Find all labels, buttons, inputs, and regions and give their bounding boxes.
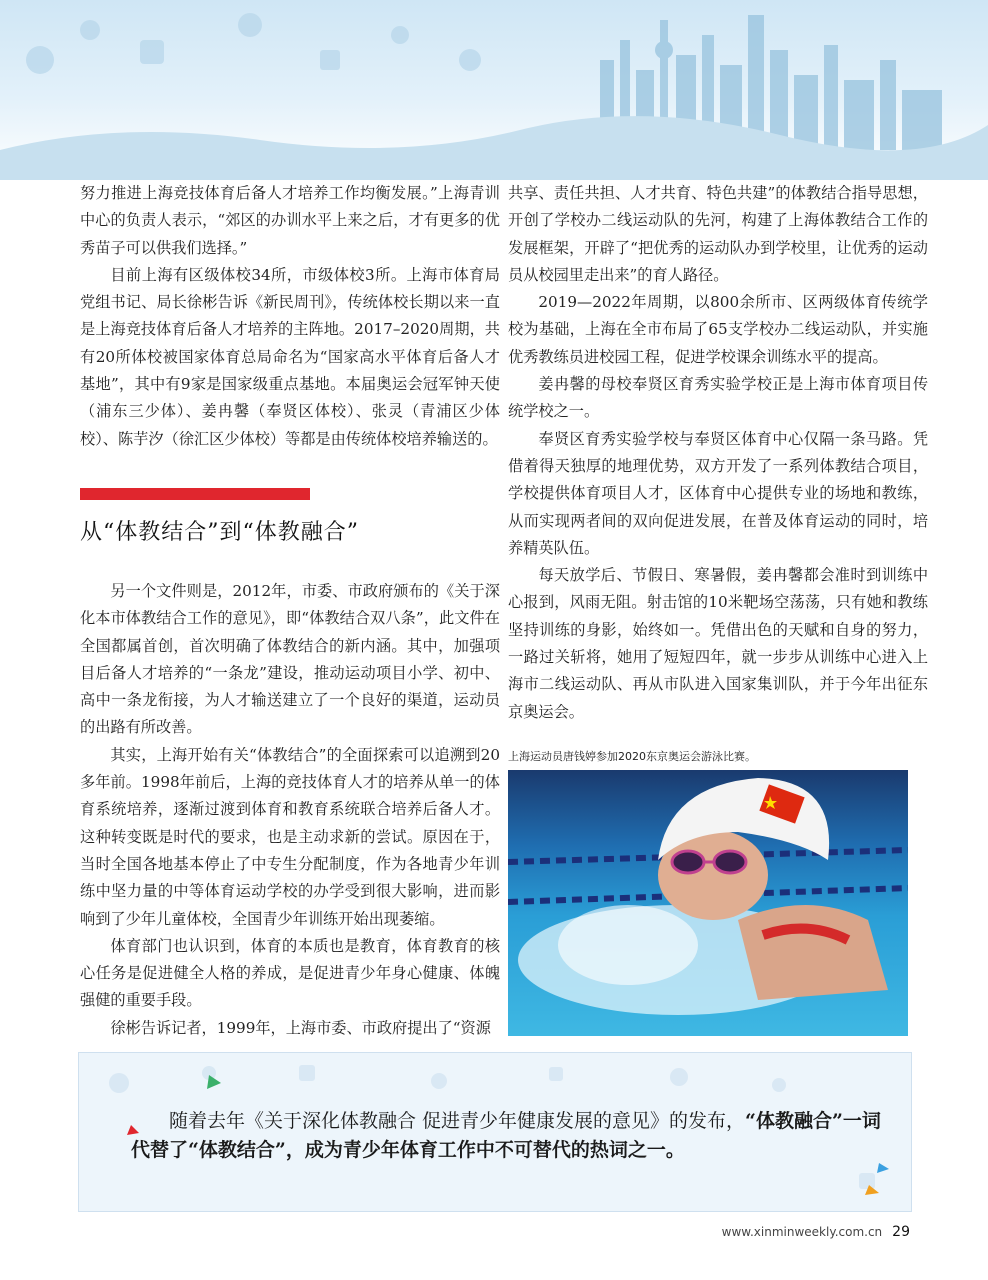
photo-caption: 上海运动员唐钱婷参加2020东京奥运会游泳比赛。 (508, 749, 756, 763)
header-banner (0, 0, 988, 180)
pull-quote-box (78, 1052, 912, 1212)
paragraph: 体育部门也认识到，体育的本质也是教育，体育教育的核心任务是促进健全人格的养成，是促进青少年身心健康、体魄强健的重要手段。 (80, 936, 500, 1010)
pull-quote-text (131, 1107, 891, 1165)
paragraph: 2019—2022年周期，以800余所市、区两级体育传统学校为基础，上海在全市布局了65支学校办二线运动队，并实施优秀教练员进校园工程，促进学校课余训练水平的提高。 (508, 293, 928, 366)
paragraph: 目前上海有区级体校34所，市级体校3所。上海市体育局党组书记、局长徐彬告诉《新民周刊》，传统体校长期以来一直是上海竞技体育后备人才培养的主阵地。2017–2020周期，共有20所体校被国家体育总局命名为“国家高水平体育后备人才基地”，其中有9家是国家级重点基地。本届奥运会冠军钟天使（浦东三少体）、姜冉馨（奉贤区体校）、张灵（青浦区少体校）、陈芋汐（徐汇区少体校）等都是由传统体校培养输送的。 (80, 265, 500, 448)
swimmer-photo (508, 770, 908, 1036)
footer-url: www.xinminweekly.com.cn (721, 1225, 883, 1239)
paragraph: 其实，上海开始有关“体教结合”的全面探索可以追溯到20多年前。1998年前后，上海的竞技体育人才的培养从单一的体育系统培养，逐渐过渡到体育和教育系统联合培养后备人才。这种转变既是时代的要求，也是主动求新的尝试。原因在于，当时全国各地基本停止了中专生分配制度，作为各地青少年训练中坚力量的中等体育运动学校的办学受到很大影响，进而影响到了少年儿童体校，全国青少年训练开始出现萎缩。 (80, 745, 500, 928)
paragraph: 徐彬告诉记者，1999年，上海市委、市政府提出了“资源 (110, 1018, 491, 1037)
right-column (508, 180, 928, 1036)
skyline-illustration (0, 0, 988, 180)
paragraph: 共享、责任共担、人才共育、特色共建”的体教结合指导思想，开创了学校办二线运动队的先河，构建了上海体教结合工作的发展框架，开辟了“把优秀的运动队办到学校里，让优秀的运动员从校园里走出来”的育人路径。 (508, 184, 928, 284)
page-number: 29 (892, 1224, 910, 1240)
paragraph: 努力推进上海竞技体育后备人才培养工作均衡发展。”上海青训中心的负责人表示，“郊区的办训水平上来之后，才有更多的优秀苗子可以供我们选择。” (80, 184, 500, 257)
paragraph: 奉贤区育秀实验学校与奉贤区体育中心仅隔一条马路。凭借着得天独厚的地理优势，双方开发了一系列体教结合项目，学校提供体育项目人才，区体育中心提供专业的场地和教练，从而实现两者间的双向促进发展，在普及体育运动的同时，培养精英队伍。 (508, 429, 928, 557)
left-column (80, 180, 500, 1042)
quote-normal-text: 随着去年《关于深化体教融合 促进青少年健康发展的意见》的发布， (169, 1110, 746, 1132)
paragraph: 另一个文件则是，2012年，市委、市政府颁布的《关于深化本市体教结合工作的意见》，即“体教结合双八条”，此文件在全国都属首创，首次明确了体教结合的新内涵。其中，加强项目后备人才培养的“一条龙”建设，推动运动项目小学、初中、高中一条龙衔接，为人才输送建立了一个良好的渠道，运动员的出路有所改善。 (80, 581, 500, 737)
section-heading: 从“体教结合”到“体教融合” (80, 519, 359, 545)
swimmer-illustration (508, 770, 908, 1036)
page-footer (722, 1224, 910, 1240)
section-accent-bar (80, 488, 310, 500)
quote-bold-text: “体教融合”一词代替了“体教结合”，成为青少年体育工作中不可替代的热词之一。 (131, 1110, 881, 1161)
paragraph: 姜冉馨的母校奉贤区育秀实验学校正是上海市体育项目传统学校之一。 (508, 375, 928, 421)
paragraph: 每天放学后、节假日、寒暑假，姜冉馨都会准时到训练中心报到，风雨无阻。射击馆的10米靶场空荡荡，只有她和教练坚持训练的身影，始终如一。凭借出色的天赋和自身的努力，一路过关斩将，她用了短短四年，就一步步从训练中心进入上海市二线运动队、再从市队进入国家集训队，并于今年出征东京奥运会。 (508, 566, 928, 721)
